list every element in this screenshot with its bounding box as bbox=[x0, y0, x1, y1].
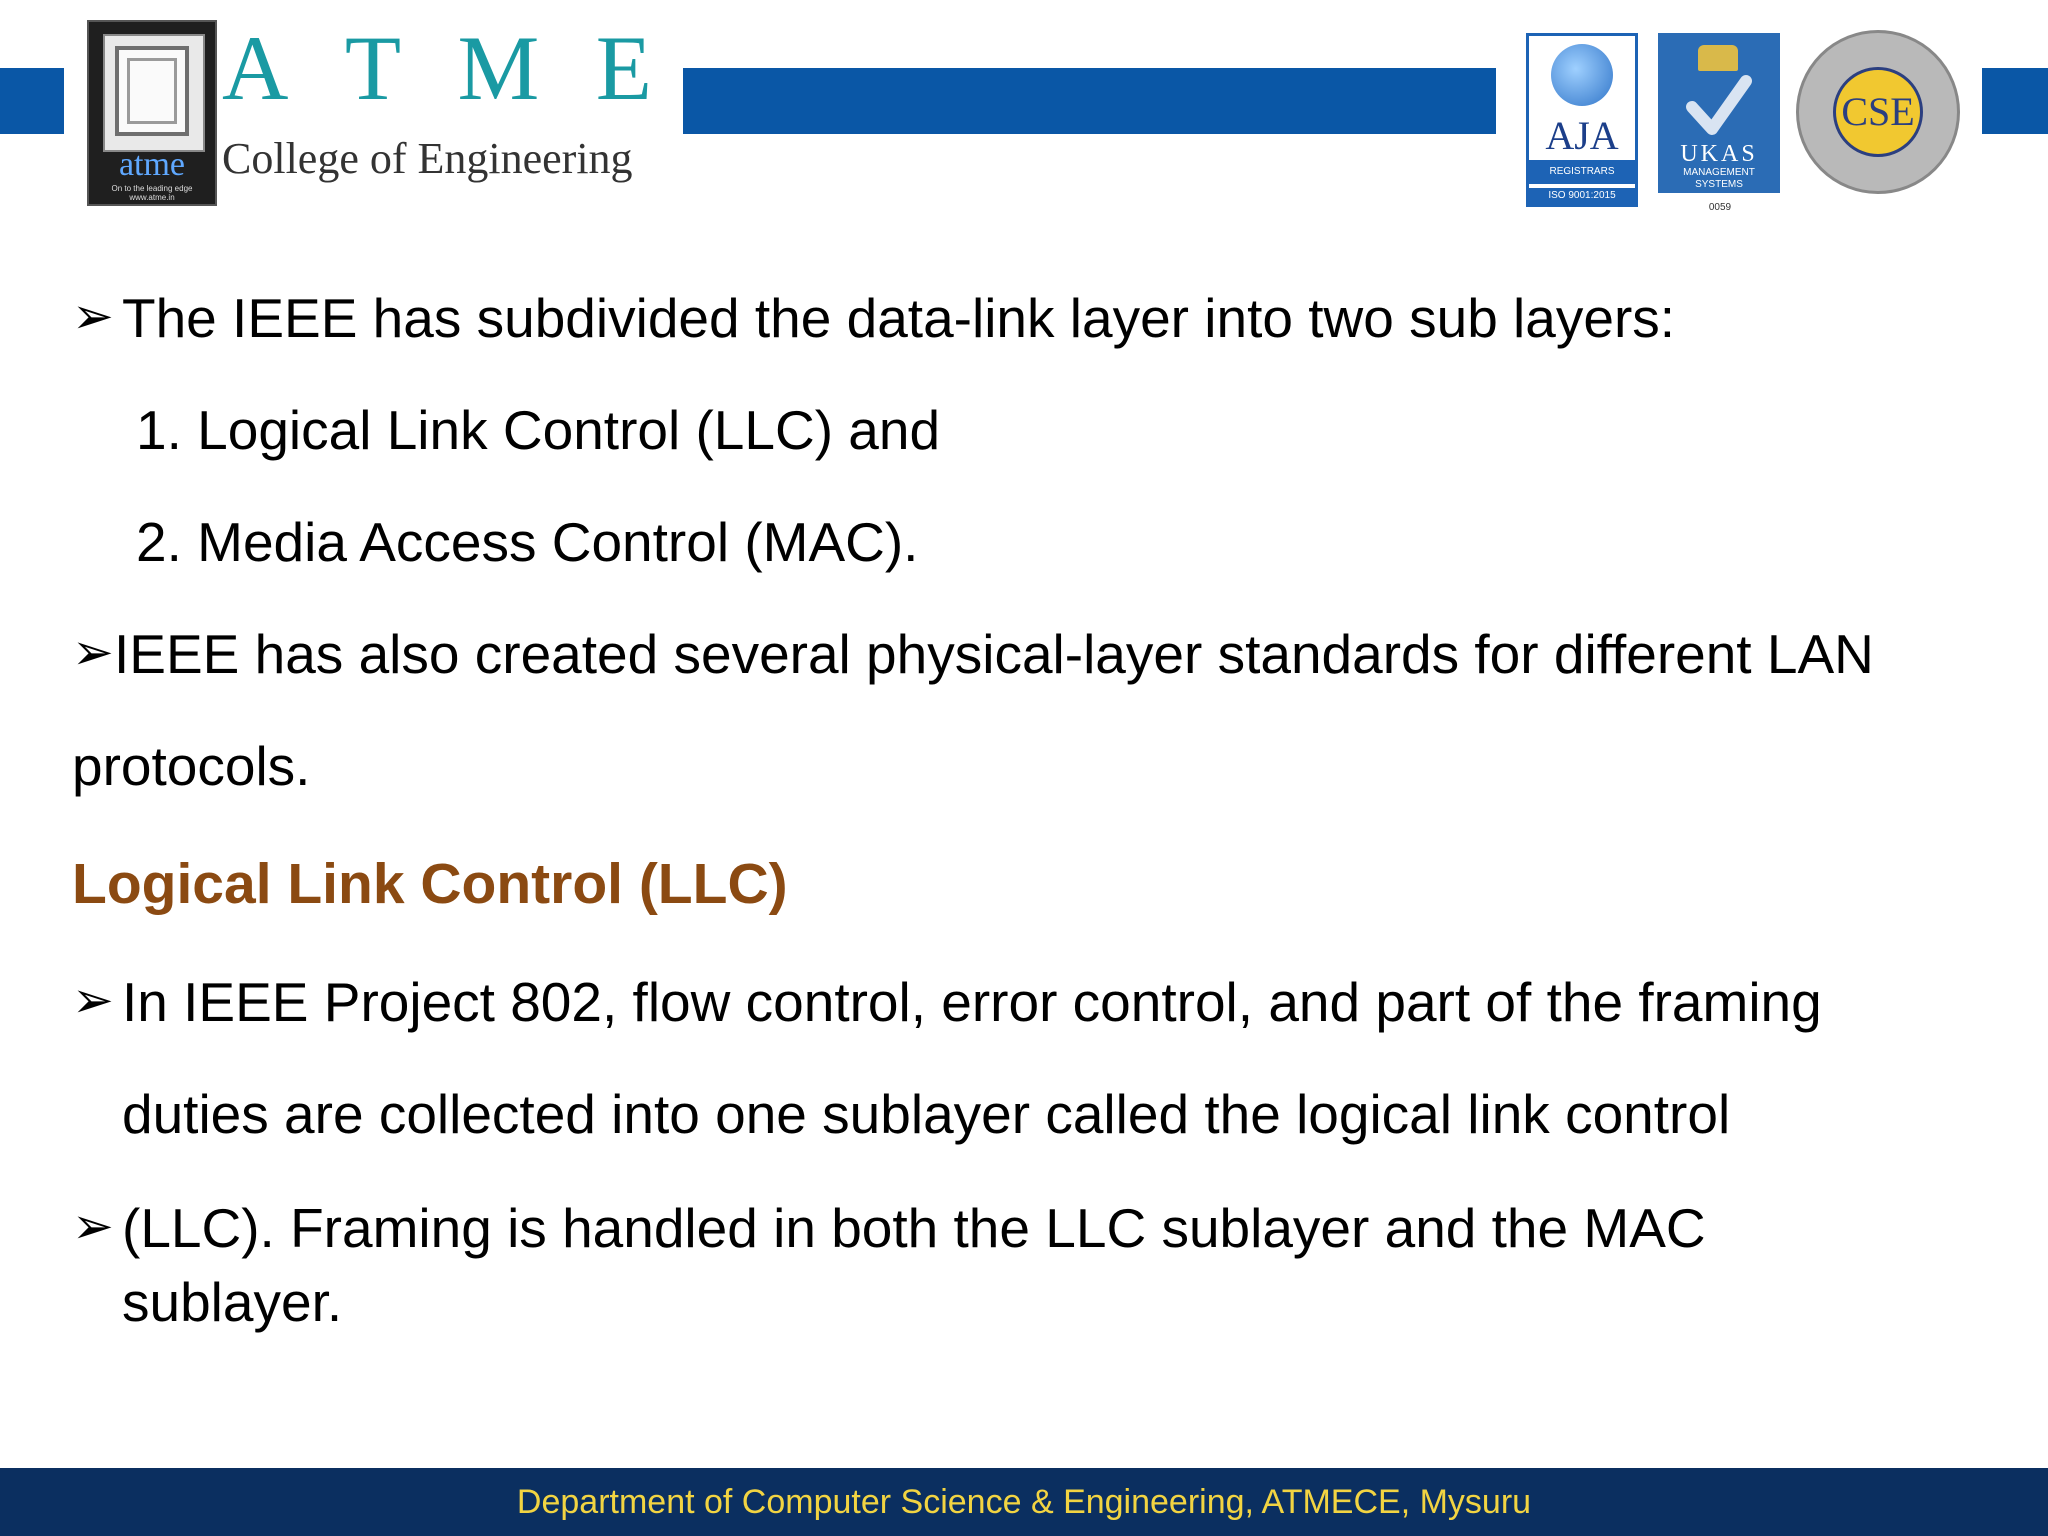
ukas-text: UKAS bbox=[1680, 141, 1758, 167]
bullet-text: In IEEE Project 802, flow control, error control, and part of the framing bbox=[122, 971, 1822, 1033]
section-heading: Logical Link Control (LLC) bbox=[72, 852, 788, 916]
arrow-bullet-icon: ➢ bbox=[72, 624, 114, 680]
footer-text: Department of Computer Science & Engineering, ATMECE, Mysuru bbox=[516, 1483, 1532, 1521]
atme-letter: A bbox=[222, 17, 289, 119]
bullet-text: (LLC). Framing is handled in both the LLC sublayer and the MAC bbox=[122, 1197, 1706, 1259]
bullet-text: The IEEE has subdivided the data-link layer into two sub layers: bbox=[122, 287, 1676, 349]
list-item: 1. Logical Link Control (LLC) and bbox=[136, 399, 941, 461]
bullet-text-continued: duties are collected into one sublayer called the logical link control bbox=[122, 1083, 1731, 1145]
cse-text: CSE bbox=[1841, 89, 1915, 134]
atme-letter: E bbox=[595, 17, 652, 119]
ukas-number: 0059 bbox=[1708, 202, 1732, 213]
bullet-text-continued: sublayer. bbox=[122, 1271, 343, 1333]
list-item: 2. Media Access Control (MAC). bbox=[136, 511, 919, 573]
arrow-bullet-icon: ➢ bbox=[72, 288, 114, 344]
college-name: College of Engineering bbox=[222, 134, 633, 183]
footer-bar bbox=[0, 1468, 2048, 1536]
bullet-text-continued: protocols. bbox=[72, 735, 311, 797]
bullet-text: IEEE has also created several physical-layer standards for different LAN bbox=[114, 623, 1874, 685]
arrow-bullet-icon: ➢ bbox=[72, 972, 114, 1028]
aja-iso: ISO 9001:2015 bbox=[1529, 188, 1635, 204]
logo-tagline: On to the leading edge www.atme.in bbox=[111, 184, 193, 202]
logo-word: atme bbox=[118, 146, 186, 183]
aja-text: AJA bbox=[1545, 113, 1619, 158]
atme-letter: M bbox=[457, 17, 540, 119]
atme-letter: T bbox=[344, 17, 402, 119]
ukas-subtext: MANAGEMENT SYSTEMS bbox=[1683, 167, 1755, 190]
aja-strip: REGISTRARS bbox=[1529, 160, 1635, 184]
arrow-bullet-icon: ➢ bbox=[72, 1198, 114, 1254]
